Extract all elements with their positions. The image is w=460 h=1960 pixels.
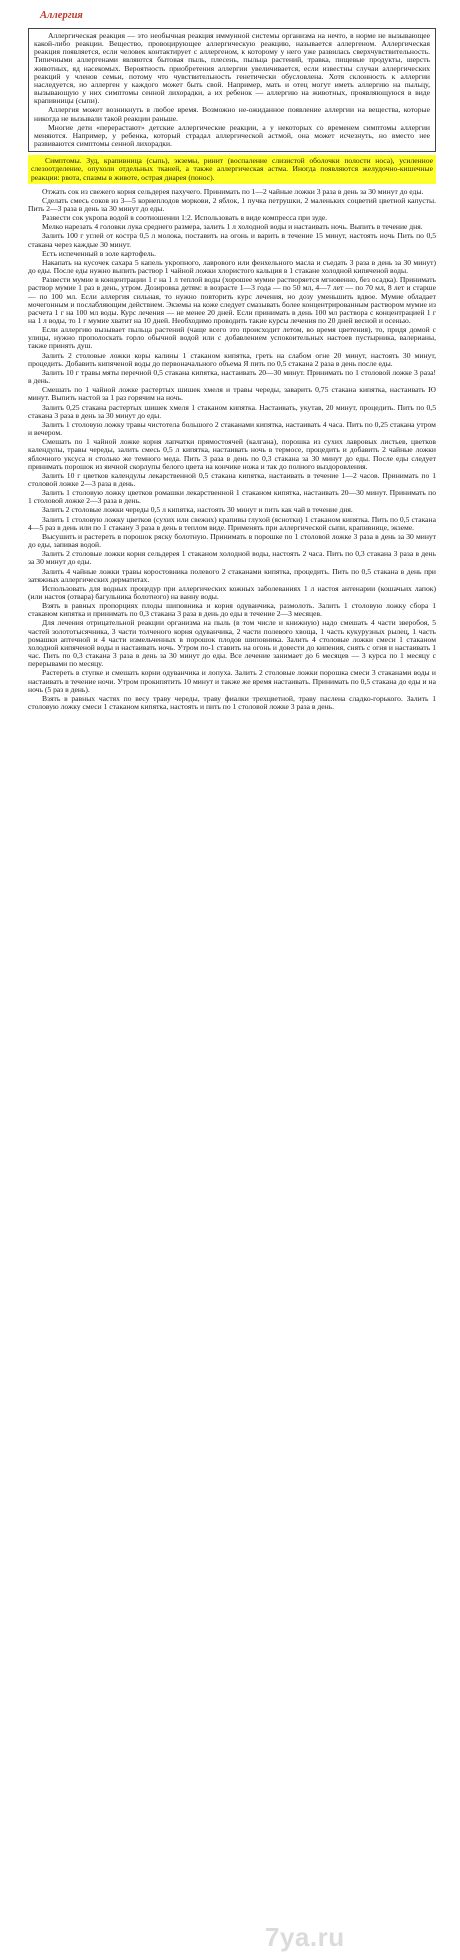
intro-paragraph: Аллергия может возникнуть в любое время. Возможно не-ожиданное появление аллергии на вещества, которые никогда не вызывали такой реакции раньше. (34, 105, 430, 123)
recipe-paragraph: Накапать на кусочек сахара 5 капель укропного, лаврового или фенхельного масла и съедать 3 раза в день за 30 минут) до еды. После еды нужно выпить раствор 1 чайной ложки хлористого кальция в 1 стакане холодной кипяченой воды. (28, 257, 436, 276)
recipe-paragraph: Залить 1 столовую ложку травы чистотела большого 2 стаканами кипятка, настаивать 4 часа. Пить по 0,25 стакана утром и вечером. (28, 419, 436, 438)
recipe-paragraph: Смешать по 1 чайной ложке корня лапчатки прямостоячей (калгана), порошка из сухих лавровых листьев, цветков календулы, травы череды, залить смесь 0,5 л кипятка, настаивать ночь в термосе, процедить и добавить 2 чайные ложки яблочного уксуса и столько же темного меда. Пить 3 раза в день по 0,3 стакана за 30 минут до еды. После еды следует принимать порошок из яичной скорлупы белого цвета на кончике ножа и так до полного выздоровления. (28, 437, 436, 471)
symptoms-highlight (28, 155, 436, 183)
recipe-paragraph: Залить 2 столовые ложки коры калины 1 стаканом кипятка, греть на слабом огне 20 минут, настоять 30 минут, процедить. Добавить кипяченой воды до первоначального объема Я пить по 0,5 стакана 2 раза в день после еды. (28, 350, 436, 368)
recipe-paragraph: Развести мумие в концентрации 1 г на 1 л теплой воды (хорошее мумие растворяется мгновенно, без осадка). Принимать раствор мумие 1 раз в день, утром. Дозировка детям: в возрасте 1—3 года — по 50 мл, 4—7 лет — по 70 мл, 8 лет и старше — по 100 мл. Если аллергия сильная, то нужно повторить курс лечения, но дозу уменьшить вдвое. Мумие обладает мочегонным и послабляющим действием. Экземы на коже следует смазывать более концентрированным раствором мумие из расчета 1 г на 100 мл воды. Курс лечения — не менее 20 дней. Если принимать в день 100 мл раствора с концентрацией 1 г на 1 л воды, то 1 г мумие хватит на 10 дней. Необходимо проводить такие курсы лечения по 20 дней весной и осенью. (28, 275, 436, 325)
recipe-paragraph: Залить 100 г углей от костра 0,5 л молока, поставить на огонь и варить в течение 15 минут, настоять ночь Пить по 0,5 стакана через каждые 30 минут. (28, 231, 436, 249)
recipe-paragraph: Залить 0,25 стакана растертых шишек хмеля 1 стаканом кипятка. Настаивать, укутав, 20 минут, процедить. Пить по 0,5 стакана 3 раза в день за 30 минут до еды. (28, 402, 436, 420)
recipe-paragraph: Высушить и растереть в порошок ряску болотную. Принимать в порошке по 1 столовой ложке 3 раза в день за 30 минут до еды, запивая водой. (28, 531, 436, 550)
recipe-paragraph: Залить 10 г цветков календулы лекарственной 0,5 стакана кипятка, настаивать в течение 1—2 часов. Принимать по 1 столовой ложке 2—3 раза в день. (28, 470, 436, 488)
recipe-paragraph: Для лечения отрицательной реакции организма на пыль (в том числе и книжную) надо смешать 4 части зверобоя, 5 частей золототысячника, 3 части толченого корня одуванчика, 2 части полевого хвоща, 1 часть кукурузных рылец, 1 часть ромашки аптечной и 4 части измельченных в порошок плодов шиповника. Залить 4 столовые ложки смеси 1 стаканом холодной кипяченой воды и настаивать ночь. Утром по-1 ставить на огонь и довести до кипения, снять с огня и настаивать 1 час. Пить по 0,3 стакана 3 раза в день за 30 минут до еды. Все лечение занимает до 6 месяцев — 3 курса по 1 месяцу с перерывами по месяцу. (28, 618, 436, 669)
recipe-paragraph: Залить 10 г травы мяты перечной 0,5 стакана кипятка, настаивать 20—30 минут. Принимать по 1 столовой ложке 3 раза! в день. (28, 367, 436, 386)
recipe-paragraph: Есть испеченный в золе картофель. (42, 248, 157, 258)
recipe-paragraph: Залить 2 столовые ложки корня сельдерея 1 стаканом холодной воды, настоять 2 часа. Пить по 0,3 стакана 3 раза в день за 30 минут до еды. (28, 549, 436, 567)
recipe-paragraph: Сделать смесь соков из 3—5 корнеплодов моркови, 2 яблок, 1 пучка петрушки, 2 маленьких соцветий цветной капусты. Пить 2—3 раза в день за 30 минут до еды. (28, 195, 436, 213)
recipe-paragraph: Залить 1 столовую ложку цветков (сухих или свежих) крапивы глухой (яснотки) 1 стаканом кипятка. Пить по 0,5 стакана 4—5 раз в день или по 1 стакану 3 раза в день в теплом виде. Применять при аллергической сыпи, крапивнице, экземе. (28, 514, 436, 532)
intro-paragraph: Аллергическая реакция — это необычная реакция иммунной системы организма на нечто, в норме не вызывающее какой-либо реакции. Вещество, провоцирующее аллергическую реакцию, называется аллергеном. Аллергическая реакция появляется, если человек контактирует с аллергеном, к которому у него уже развилась сверхчувствительность. Типичными аллергенами являются бытовая пыль, плесень, пыльца растений, травка, пищевые продукты, шерсть животных, яд насекомых. Вероятность приобретения аллергии увеличивается, если известны случаи аллергических реакций у членов семьи, потому что чувствительность генетически обусловлена. Хотя склонность к аллергии наследуется, но аллерген у каждого может быть свой. Например, мать и отец могут иметь аллергию на пыльцу, вызывающую у них симптомы сенной лихорадки, а их ребенок — аллергию на животных, проявляющуюся в виде крапивницы (сыпи). (34, 31, 430, 106)
recipe-paragraph: Залить 4 чайные ложки травы коростовника полевого 2 стаканами кипятка, процедить. Пить по 0,5 стакана в день при затяжных аллергических дерматитах. (28, 566, 436, 584)
recipe-paragraph: Если аллергию вызывает пыльца растений (чаще всего это происходит летом, во время цветения), то, придя домой с улицы, нужно прополоскать горло обычной водой или с добавлением успокоительных настоев пустырника, валерианы, также принять душ. (28, 325, 436, 351)
intro-box (28, 28, 436, 152)
recipe-paragraph: Развести сок укропа водой в соотношении 1:2. Использовать в виде компресса при зуде. (42, 213, 328, 223)
page-title: Аллергия (40, 10, 83, 21)
recipe-paragraph: Взять в равных пропорциях плоды шиповника и корня одуванчика, размолоть. Залить 1 столовую ложку сбора 1 стаканом кипятка и принимать по 0,3 стакана 3 раза в день до еды в течение 2—3 месяцев. (28, 601, 436, 619)
symptoms-paragraph: Симптомы. Зуд, крапивница (сыпь), экземы, ринит (воспаление слизистой оболочки полости носа), усиленное слезоотделение, опухоли отдельных тканей, а также аллергическая астма. Иногда появляются желудочно-кишечные реакции: рвота, спазмы в животе, острая диарея (понос). (31, 156, 433, 182)
recipe-paragraph: Залить 1 столовую ложку цветков ромашки лекарственной 1 стаканом кипятка, настаивать 20—30 минут. Принимать по 1 столовой ложке 2—3 раза в день. (28, 488, 436, 506)
watermark-logo: 7ya.ru (265, 1922, 345, 1952)
recipe-paragraph: Отжать сок из свежего корня сельдерея пахучего. Принимать по 1—2 чайные ложки 3 раза в день за 30 минут до еды. (42, 186, 424, 196)
recipe-paragraph: Смешать по 1 чайной ложке растертых шишек хмеля и травы череды, заварить 0,75 стакана кипятка, настаивать Ю минут. Выпить настой за 1 раз горячим на ночь. (28, 385, 436, 403)
recipe-paragraph: Использовать для водных процедур при аллергических кожных заболеваниях 1 л настоя антенарии (кошачьих лапок) (или настоя (отвара) багульника болотного) на ванну воды. (28, 583, 436, 601)
recipe-paragraph: Залить 2 столовые ложки череды 0,5 л кипятка, настоять 30 минут и пить как чай в течение дня. (42, 505, 353, 515)
recipe-paragraph: Мелко нарезать 4 головки лука среднего размера, залить 1 л холодной воды и настаивать ночь. Выпить в течение дня. (42, 222, 423, 232)
article-body (28, 28, 436, 712)
recipe-paragraph: Взять в равных частях по весу траву череды, траву фиалки трехцветной, траву паслена сладко-горького. Залить 1 столовую ложку смеси 1 стаканом кипятка, настоять и пить по 1 столовой ложке 3 раза в день. (28, 693, 436, 712)
intro-paragraph: Многие дети «перерастают» детские аллергические реакции, а у некоторых со временем симптомы аллергии меняются. Например, у ребенка, который страдал аллергической астмой, она может исчезнуть, но вместо нее развиваются симптомы сенной лихорадки. (34, 122, 430, 149)
recipe-paragraph: Растереть в ступке и смешать корни одуванчика и лопуха. Залить 2 столовые ложки порошка смеси 3 стаканами воды и настаивать в течение ночи. Утром прокипятить 10 минут и также же время настаивать. Принимать по 0,5 стакана до еды и на ночь (5 раз в день). (28, 668, 436, 694)
